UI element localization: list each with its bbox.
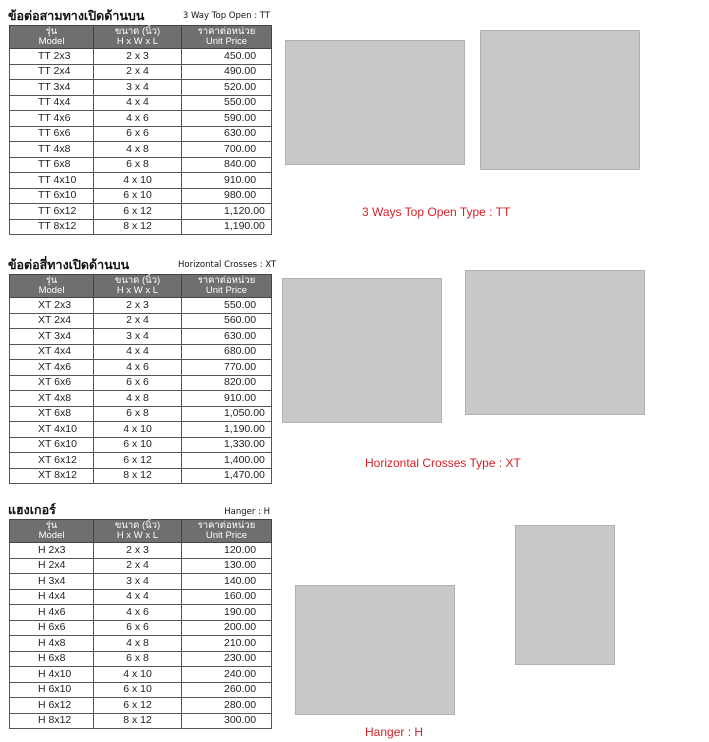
- model-cell: TT 4x6: [10, 111, 94, 127]
- size-cell: 4 x 6: [94, 360, 182, 376]
- model-cell: H 6x10: [10, 682, 94, 698]
- price-cell: 980.00: [182, 188, 272, 204]
- section-title-xt: ข้อต่อสี่ทางเปิดด้านบน: [8, 257, 130, 272]
- size-cell: 6 x 6: [94, 620, 182, 636]
- price-cell: 190.00: [182, 605, 272, 621]
- model-cell: H 6x12: [10, 698, 94, 714]
- price-cell: 1,190.00: [182, 422, 272, 438]
- table-row: [10, 468, 272, 484]
- price-cell: 230.00: [182, 651, 272, 667]
- table-row: [10, 651, 272, 667]
- model-cell: XT 3x4: [10, 329, 94, 345]
- caption-tt: 3 Ways Top Open Type : TT: [362, 205, 511, 219]
- table-row: [10, 219, 272, 235]
- size-cell: 8 x 12: [94, 713, 182, 729]
- model-cell: TT 2x4: [10, 64, 94, 80]
- model-cell: H 2x3: [10, 543, 94, 559]
- price-cell: 280.00: [182, 698, 272, 714]
- size-cell: 3 x 4: [94, 574, 182, 590]
- size-cell: 2 x 3: [94, 543, 182, 559]
- size-cell: 4 x 4: [94, 589, 182, 605]
- price-cell: 130.00: [182, 558, 272, 574]
- size-cell: 2 x 4: [94, 313, 182, 329]
- price-table-xt: [9, 274, 272, 484]
- table-row: [10, 543, 272, 559]
- model-cell: TT 6x10: [10, 188, 94, 204]
- table-row: [10, 406, 272, 422]
- xt-isometric-drawing: [465, 270, 645, 415]
- col-header-size: ขนาด (นิ้ว) H x W x L: [94, 26, 182, 49]
- model-cell: H 4x6: [10, 605, 94, 621]
- price-cell: 820.00: [182, 375, 272, 391]
- price-cell: 120.00: [182, 543, 272, 559]
- model-cell: XT 8x12: [10, 468, 94, 484]
- model-cell: TT 6x12: [10, 204, 94, 220]
- table-row: [10, 453, 272, 469]
- hanger-front-drawing: [295, 585, 455, 715]
- size-cell: 6 x 8: [94, 157, 182, 173]
- size-cell: 6 x 10: [94, 437, 182, 453]
- size-cell: 8 x 12: [94, 468, 182, 484]
- model-cell: XT 4x8: [10, 391, 94, 407]
- table-row: [10, 49, 272, 65]
- size-cell: 4 x 10: [94, 173, 182, 189]
- section-subtitle-hanger: Hanger : H: [224, 507, 270, 517]
- price-cell: 140.00: [182, 574, 272, 590]
- price-cell: 450.00: [182, 49, 272, 65]
- table-row: [10, 713, 272, 729]
- price-cell: 680.00: [182, 344, 272, 360]
- tt-plan-drawing: [285, 40, 465, 165]
- table-row: [10, 360, 272, 376]
- price-cell: 1,330.00: [182, 437, 272, 453]
- model-cell: TT 2x3: [10, 49, 94, 65]
- price-cell: 300.00: [182, 713, 272, 729]
- size-cell: 6 x 8: [94, 651, 182, 667]
- size-cell: 6 x 6: [94, 375, 182, 391]
- model-cell: XT 4x6: [10, 360, 94, 376]
- table-row: [10, 344, 272, 360]
- model-cell: H 6x6: [10, 620, 94, 636]
- size-cell: 4 x 8: [94, 391, 182, 407]
- section-subtitle-tt: 3 Way Top Open : TT: [182, 11, 270, 21]
- table-row: [10, 329, 272, 345]
- model-cell: XT 2x4: [10, 313, 94, 329]
- col-header-model: รุ่น Model: [10, 520, 94, 543]
- table-row: [10, 64, 272, 80]
- col-header-size: ขนาด (นิ้ว) H x W x L: [94, 275, 182, 298]
- price-cell: 910.00: [182, 391, 272, 407]
- price-cell: 910.00: [182, 173, 272, 189]
- hanger-isometric-drawing: [515, 525, 615, 665]
- model-cell: TT 4x4: [10, 95, 94, 111]
- size-cell: 4 x 10: [94, 422, 182, 438]
- model-cell: H 3x4: [10, 574, 94, 590]
- col-header-model: รุ่น Model: [10, 275, 94, 298]
- price-cell: 700.00: [182, 142, 272, 158]
- size-cell: 6 x 10: [94, 682, 182, 698]
- price-cell: 630.00: [182, 329, 272, 345]
- size-cell: 4 x 8: [94, 142, 182, 158]
- size-cell: 6 x 12: [94, 204, 182, 220]
- model-cell: TT 3x4: [10, 80, 94, 96]
- model-cell: XT 4x10: [10, 422, 94, 438]
- table-row: [10, 142, 272, 158]
- size-cell: 4 x 6: [94, 605, 182, 621]
- section-title-hanger: แฮงเกอร์: [8, 502, 56, 517]
- size-cell: 6 x 12: [94, 698, 182, 714]
- model-cell: XT 4x4: [10, 344, 94, 360]
- model-cell: TT 4x8: [10, 142, 94, 158]
- table-row: [10, 422, 272, 438]
- price-table-tt: [9, 25, 272, 235]
- xt-plan-drawing: [282, 278, 442, 423]
- col-header-size: ขนาด (นิ้ว) H x W x L: [94, 520, 182, 543]
- col-header-price: ราคาต่อหน่วย Unit Price: [182, 520, 272, 543]
- price-cell: 550.00: [182, 298, 272, 314]
- table-row: [10, 574, 272, 590]
- price-cell: 770.00: [182, 360, 272, 376]
- table-row: [10, 298, 272, 314]
- price-cell: 200.00: [182, 620, 272, 636]
- size-cell: 4 x 8: [94, 636, 182, 652]
- table-row: [10, 204, 272, 220]
- price-cell: 520.00: [182, 80, 272, 96]
- model-cell: TT 4x10: [10, 173, 94, 189]
- size-cell: 8 x 12: [94, 219, 182, 235]
- model-cell: XT 6x12: [10, 453, 94, 469]
- size-cell: 6 x 6: [94, 126, 182, 142]
- table-row: [10, 80, 272, 96]
- model-cell: TT 8x12: [10, 219, 94, 235]
- model-cell: XT 6x10: [10, 437, 94, 453]
- price-cell: 160.00: [182, 589, 272, 605]
- table-row: [10, 682, 272, 698]
- size-cell: 4 x 4: [94, 344, 182, 360]
- size-cell: 2 x 4: [94, 558, 182, 574]
- price-cell: 240.00: [182, 667, 272, 683]
- table-row: [10, 111, 272, 127]
- table-row: [10, 437, 272, 453]
- table-row: [10, 157, 272, 173]
- table-row: [10, 667, 272, 683]
- price-table-hanger: [9, 519, 272, 729]
- model-cell: XT 6x6: [10, 375, 94, 391]
- caption-xt: Horizontal Crosses Type : XT: [365, 456, 521, 470]
- model-cell: H 6x8: [10, 651, 94, 667]
- table-row: [10, 605, 272, 621]
- price-cell: 1,400.00: [182, 453, 272, 469]
- table-row: [10, 589, 272, 605]
- section-title-tt: ข้อต่อสามทางเปิดด้านบน: [8, 8, 145, 23]
- model-cell: H 4x10: [10, 667, 94, 683]
- size-cell: 2 x 4: [94, 64, 182, 80]
- price-cell: 1,190.00: [182, 219, 272, 235]
- size-cell: 3 x 4: [94, 329, 182, 345]
- size-cell: 4 x 10: [94, 667, 182, 683]
- model-cell: TT 6x8: [10, 157, 94, 173]
- table-row: [10, 313, 272, 329]
- model-cell: XT 2x3: [10, 298, 94, 314]
- size-cell: 4 x 4: [94, 95, 182, 111]
- table-row: [10, 173, 272, 189]
- size-cell: 2 x 3: [94, 49, 182, 65]
- size-cell: 2 x 3: [94, 298, 182, 314]
- model-cell: H 8x12: [10, 713, 94, 729]
- price-cell: 1,120.00: [182, 204, 272, 220]
- model-cell: H 2x4: [10, 558, 94, 574]
- price-cell: 210.00: [182, 636, 272, 652]
- size-cell: 4 x 6: [94, 111, 182, 127]
- price-cell: 1,470.00: [182, 468, 272, 484]
- table-row: [10, 558, 272, 574]
- table-row: [10, 126, 272, 142]
- model-cell: TT 6x6: [10, 126, 94, 142]
- table-row: [10, 636, 272, 652]
- col-header-price: ราคาต่อหน่วย Unit Price: [182, 275, 272, 298]
- caption-hanger: Hanger : H: [365, 725, 424, 739]
- table-row: [10, 698, 272, 714]
- table-row: [10, 391, 272, 407]
- price-cell: 550.00: [182, 95, 272, 111]
- model-cell: H 4x8: [10, 636, 94, 652]
- price-cell: 590.00: [182, 111, 272, 127]
- price-cell: 840.00: [182, 157, 272, 173]
- size-cell: 3 x 4: [94, 80, 182, 96]
- model-cell: XT 6x8: [10, 406, 94, 422]
- section-subtitle-xt: Horizontal Crosses : XT: [178, 260, 277, 270]
- price-cell: 560.00: [182, 313, 272, 329]
- table-row: [10, 188, 272, 204]
- size-cell: 6 x 8: [94, 406, 182, 422]
- price-cell: 260.00: [182, 682, 272, 698]
- size-cell: 6 x 10: [94, 188, 182, 204]
- col-header-price: ราคาต่อหน่วย Unit Price: [182, 26, 272, 49]
- col-header-model: รุ่น Model: [10, 26, 94, 49]
- table-row: [10, 375, 272, 391]
- model-cell: H 4x4: [10, 589, 94, 605]
- price-cell: 1,050.00: [182, 406, 272, 422]
- price-cell: 630.00: [182, 126, 272, 142]
- table-row: [10, 620, 272, 636]
- price-cell: 490.00: [182, 64, 272, 80]
- table-row: [10, 95, 272, 111]
- size-cell: 6 x 12: [94, 453, 182, 469]
- tt-isometric-drawing: [480, 30, 640, 170]
